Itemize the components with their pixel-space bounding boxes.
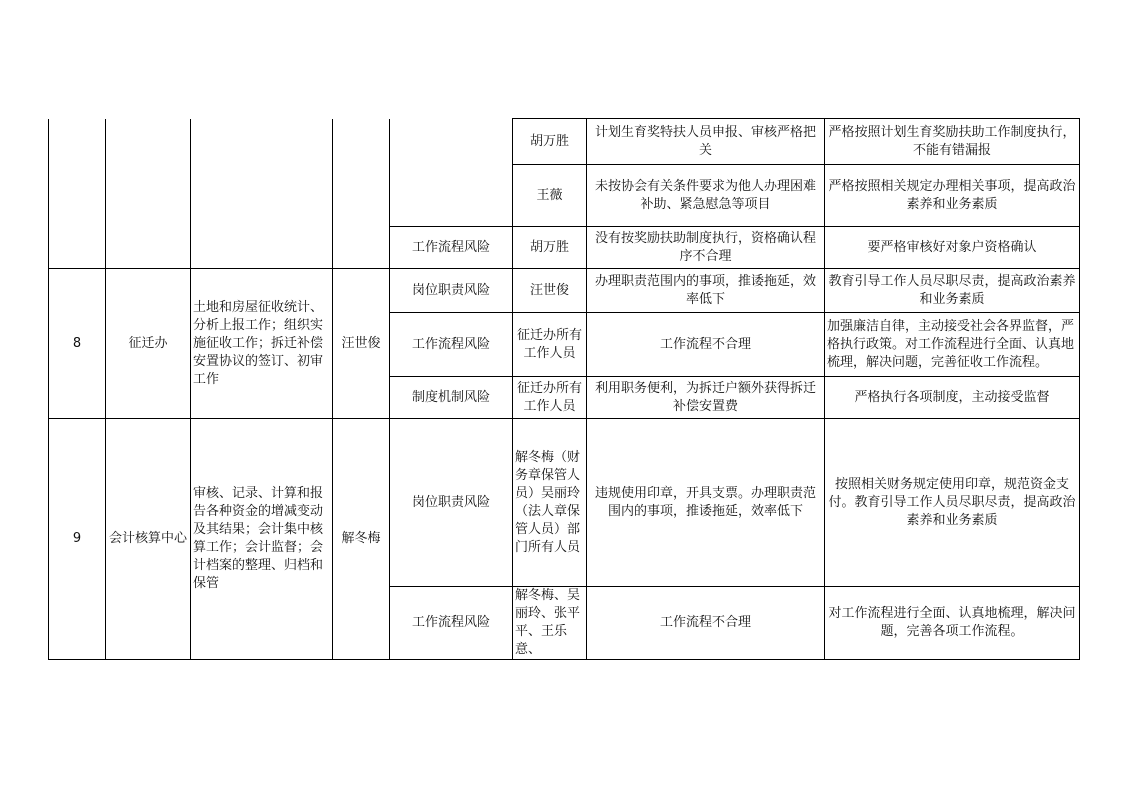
cell-risk-type-continued — [390, 119, 513, 227]
cell-dept: 会计核算中心 — [106, 419, 191, 660]
cell-risk-point: 工作流程不合理 — [587, 313, 825, 377]
cell-risk-type: 岗位职责风险 — [390, 419, 513, 587]
table-row — [49, 269, 1080, 313]
table-row — [49, 419, 1080, 587]
cell-measure: 要严格审核好对象户资格确认 — [825, 227, 1080, 269]
cell-person: 解冬梅（财务章保管人员）吴丽玲（法人章保管人员）部门所有人员 — [513, 419, 587, 587]
cell-risk-point: 未按协会有关条件要求为他人办理困难补助、紧急慰急等项目 — [587, 165, 825, 227]
cell-risk-type: 工作流程风险 — [390, 227, 513, 269]
cell-person: 胡万胜 — [513, 119, 587, 165]
table-row — [49, 119, 1080, 165]
cell-measure: 教育引导工作人员尽职尽责，提高政治素养和业务素质 — [825, 269, 1080, 313]
cell-risk-point: 工作流程不合理 — [587, 587, 825, 660]
cell-measure: 严格按照相关规定办理相关事项，提高政治素养和业务素质 — [825, 165, 1080, 227]
cell-dept: 征迁办 — [106, 269, 191, 419]
cell-risk-point: 违规使用印章，开具支票。办理职责范围内的事项，推诿拖延，效率低下 — [587, 419, 825, 587]
cell-leader: 解冬梅 — [333, 419, 390, 660]
cell-person: 胡万胜 — [513, 227, 587, 269]
cell-risk-point: 利用职务便利，为拆迁户额外获得拆迁补偿安置费 — [587, 377, 825, 419]
cell-duty: 土地和房屋征收统计、分析上报工作；组织实施征收工作；拆迁补偿安置协议的签订、初审工作 — [191, 269, 333, 419]
cell-leader: 汪世俊 — [333, 269, 390, 419]
cell-no: 8 — [49, 269, 106, 419]
cell-measure: 加强廉洁自律，主动接受社会各界监督，严格执行政策。对工作流程进行全面、认真地梳理，解决问题，完善征收工作流程。 — [825, 313, 1080, 377]
risk-table — [48, 118, 1080, 660]
cell-risk-type: 工作流程风险 — [390, 313, 513, 377]
cell-measure: 严格执行各项制度，主动接受监督 — [825, 377, 1080, 419]
cell-person: 解冬梅、吴丽玲、张平平、王乐意、 — [513, 587, 587, 660]
cell-no: 9 — [49, 419, 106, 660]
cell-leader-continued — [333, 119, 390, 269]
cell-person: 征迁办所有工作人员 — [513, 377, 587, 419]
cell-no-continued — [49, 119, 106, 269]
cell-risk-type: 制度机制风险 — [390, 377, 513, 419]
cell-person: 征迁办所有工作人员 — [513, 313, 587, 377]
cell-risk-type: 工作流程风险 — [390, 587, 513, 660]
cell-dept-continued — [106, 119, 191, 269]
cell-measure: 严格按照计划生育奖励扶助工作制度执行，不能有错漏报 — [825, 119, 1080, 165]
cell-duty: 审核、记录、计算和报告各种资金的增减变动及其结果；会计集中核算工作；会计监督；会计档案的整理、归档和保管 — [191, 419, 333, 660]
cell-risk-point: 办理职责范围内的事项，推诿拖延，效率低下 — [587, 269, 825, 313]
cell-risk-point: 计划生育奖特扶人员申报、审核严格把关 — [587, 119, 825, 165]
cell-measure: 对工作流程进行全面、认真地梳理，解决问题，完善各项工作流程。 — [825, 587, 1080, 660]
cell-person: 王薇 — [513, 165, 587, 227]
cell-person: 汪世俊 — [513, 269, 587, 313]
cell-risk-point: 没有按奖励扶助制度执行，资格确认程序不合理 — [587, 227, 825, 269]
cell-duty-continued — [191, 119, 333, 269]
cell-measure: 按照相关财务规定使用印章，规范资金支付。教育引导工作人员尽职尽责，提高政治素养和业务素质 — [825, 419, 1080, 587]
cell-risk-type: 岗位职责风险 — [390, 269, 513, 313]
